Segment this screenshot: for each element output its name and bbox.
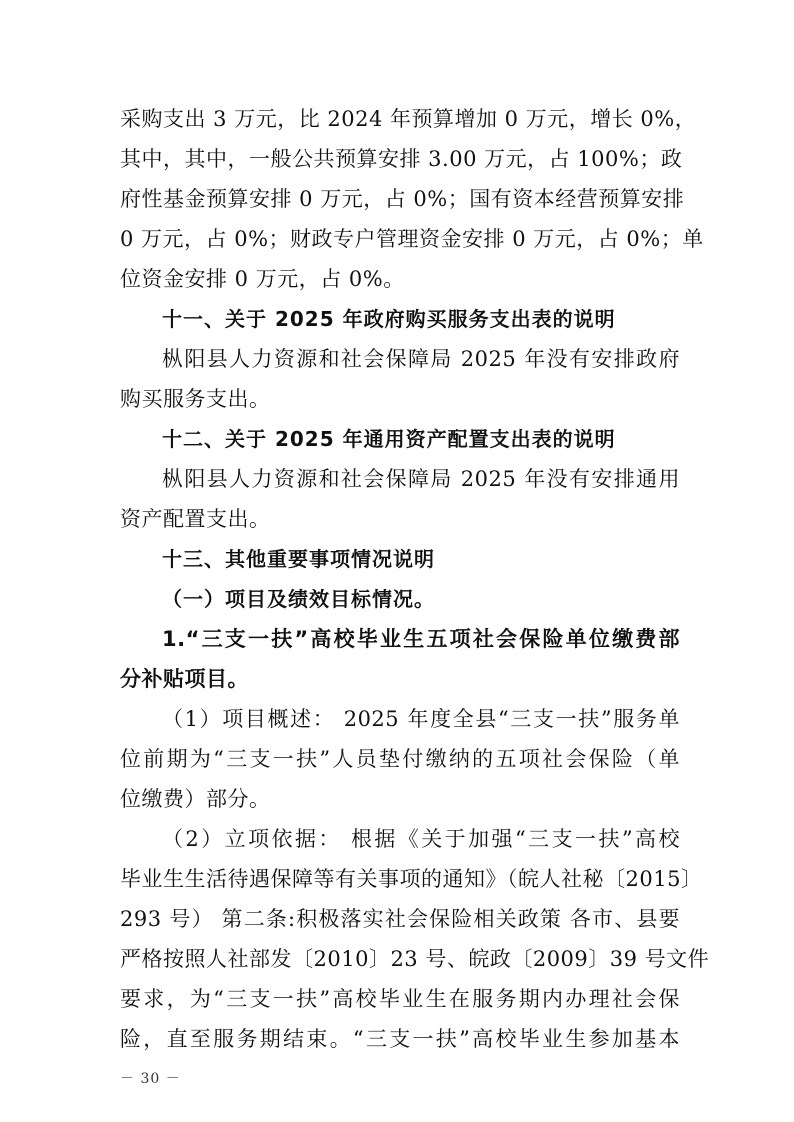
body-text-line: 险，直至服务期结束。“三支一扶”高校毕业生参加基本 (120, 1027, 680, 1051)
body-text-line: 0 万元，占 0%；财政专户管理资金安排 0 万元，占 0%；单 (120, 227, 704, 251)
section-heading-12: 十二、关于 2025 年通用资产配置支出表的说明 (162, 427, 616, 451)
body-text-line: 293 号） 第二条:积极落实社会保险相关政策 各市、县要 (120, 907, 680, 931)
body-text-line: 资产配置支出。 (120, 507, 271, 531)
body-text-line: （1）项目概述： 2025 年度全县“三支一扶”服务单 (162, 707, 680, 731)
section-heading-11: 十一、关于 2025 年政府购买服务支出表的说明 (162, 307, 616, 331)
subsection-heading: （一）项目及绩效目标情况。 (162, 587, 435, 611)
project-title-line: 分补贴项目。 (120, 667, 249, 691)
body-text-line: 位资金安排 0 万元，占 0%。 (120, 267, 405, 291)
body-text-line: 府性基金预算安排 0 万元，占 0%；国有资本经营预算安排 (120, 187, 685, 211)
body-text-line: 购买服务支出。 (120, 387, 271, 411)
body-text-line: 采购支出 3 万元，比 2024 年预算增加 0 万元，增长 0%， (120, 107, 697, 131)
body-text-line: （2）立项依据： 根据《关于加强“三支一扶”高校 (162, 827, 680, 851)
body-text-line: 位前期为“三支一扶”人员垫付缴纳的五项社会保险（单 (120, 747, 680, 771)
body-text-line: 严格按照人社部发〔2010〕23 号、皖政〔2009〕39 号文件 (120, 947, 710, 971)
body-text-line: 其中，其中，一般公共预算安排 3.00 万元，占 100%；政 (120, 147, 683, 171)
body-text-line: 要求，为“三支一扶”高校毕业生在服务期内办理社会保 (120, 987, 680, 1011)
body-text-line: 枞阳县人力资源和社会保障局 2025 年没有安排政府 (162, 347, 680, 371)
section-heading-13: 十三、其他重要事项情况说明 (162, 547, 435, 571)
body-text-line: 枞阳县人力资源和社会保障局 2025 年没有安排通用 (162, 467, 680, 491)
body-text-line: 毕业生生活待遇保障等有关事项的通知》（皖人社秘〔2015〕 (120, 867, 703, 891)
project-title-line: 1.“三支一扶”高校毕业生五项社会保险单位缴费部 (162, 627, 680, 651)
page-number: － 30 － (120, 1071, 181, 1087)
body-text-line: 位缴费）部分。 (120, 787, 271, 811)
